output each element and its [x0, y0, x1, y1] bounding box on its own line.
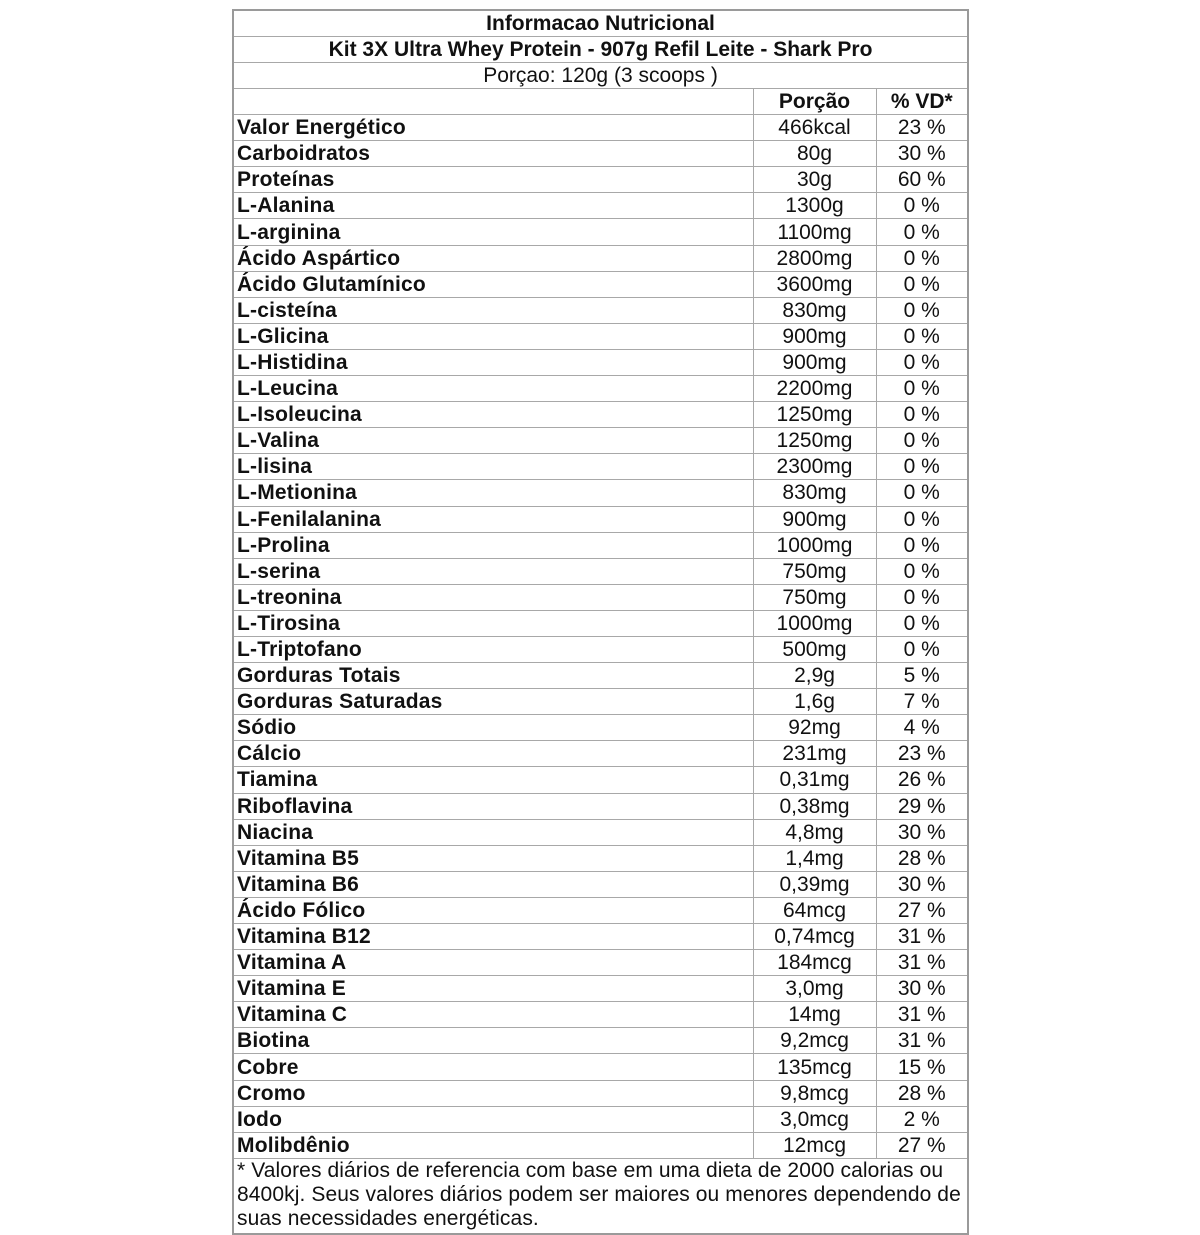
column-header-row	[233, 89, 968, 115]
portion-value: 14mg	[753, 1002, 876, 1028]
title-row	[233, 10, 968, 37]
nutrition-facts-table	[232, 9, 969, 1235]
nutrient-name: L-Histidina	[233, 349, 753, 375]
table-row	[233, 793, 968, 819]
table-row	[233, 141, 968, 167]
dv-value: 0 %	[876, 636, 968, 662]
nutrient-name: L-Triptofano	[233, 636, 753, 662]
table-row	[233, 480, 968, 506]
table-row	[233, 689, 968, 715]
table-row	[233, 1002, 968, 1028]
dv-value: 7 %	[876, 689, 968, 715]
portion-value: 1000mg	[753, 610, 876, 636]
nutrient-name: Niacina	[233, 819, 753, 845]
dv-value: 2 %	[876, 1106, 968, 1132]
portion-value: 64mcg	[753, 897, 876, 923]
portion-value: 0,31mg	[753, 767, 876, 793]
nutrient-name: Riboflavina	[233, 793, 753, 819]
dv-value: 31 %	[876, 950, 968, 976]
table-row	[233, 871, 968, 897]
dv-value: 31 %	[876, 924, 968, 950]
nutrient-name: Carboidratos	[233, 141, 753, 167]
table-row	[233, 532, 968, 558]
dv-value: 0 %	[876, 376, 968, 402]
table-row	[233, 297, 968, 323]
table-row	[233, 219, 968, 245]
nutrient-name: Cromo	[233, 1080, 753, 1106]
serving-row	[233, 63, 968, 89]
product-row	[233, 37, 968, 63]
dv-value: 4 %	[876, 715, 968, 741]
portion-value: 0,38mg	[753, 793, 876, 819]
portion-value: 2800mg	[753, 245, 876, 271]
nutrient-name: Gorduras Saturadas	[233, 689, 753, 715]
table-row	[233, 897, 968, 923]
dv-value: 0 %	[876, 193, 968, 219]
product-name: Kit 3X Ultra Whey Protein - 907g Refil Leite - Shark Pro	[233, 37, 968, 63]
dv-value: 30 %	[876, 871, 968, 897]
portion-value: 900mg	[753, 349, 876, 375]
portion-value: 1250mg	[753, 428, 876, 454]
table-row	[233, 454, 968, 480]
nutrient-name: L-lisina	[233, 454, 753, 480]
portion-value: 900mg	[753, 323, 876, 349]
table-row	[233, 1054, 968, 1080]
dv-value: 0 %	[876, 245, 968, 271]
table-row	[233, 323, 968, 349]
nutrient-name: Proteínas	[233, 167, 753, 193]
table-row	[233, 245, 968, 271]
nutrient-name: Ácido Fólico	[233, 897, 753, 923]
nutrient-name: Ácido Aspártico	[233, 245, 753, 271]
nutrient-name: L-Alanina	[233, 193, 753, 219]
portion-value: 1250mg	[753, 402, 876, 428]
portion-value: 830mg	[753, 297, 876, 323]
table-row	[233, 271, 968, 297]
table-row	[233, 193, 968, 219]
table-row	[233, 1080, 968, 1106]
nutrient-name: L-serina	[233, 558, 753, 584]
dv-value: 26 %	[876, 767, 968, 793]
dv-value: 0 %	[876, 454, 968, 480]
nutrient-name: L-Glicina	[233, 323, 753, 349]
nutrient-column-header	[233, 89, 753, 115]
portion-value: 1,4mg	[753, 845, 876, 871]
dv-value: 29 %	[876, 793, 968, 819]
portion-value: 12mcg	[753, 1132, 876, 1158]
table-row	[233, 924, 968, 950]
table-row	[233, 819, 968, 845]
table-row	[233, 715, 968, 741]
portion-value: 231mg	[753, 741, 876, 767]
portion-value: 9,2mcg	[753, 1028, 876, 1054]
portion-value: 1300g	[753, 193, 876, 219]
nutrient-name: L-cisteína	[233, 297, 753, 323]
portion-value: 3,0mg	[753, 976, 876, 1002]
dv-value: 15 %	[876, 1054, 968, 1080]
dv-value: 30 %	[876, 976, 968, 1002]
nutrient-name: L-Isoleucina	[233, 402, 753, 428]
dv-value: 28 %	[876, 845, 968, 871]
nutrient-name: Cobre	[233, 1054, 753, 1080]
portion-value: 466kcal	[753, 115, 876, 141]
nutrient-name: Molibdênio	[233, 1132, 753, 1158]
table-row	[233, 1028, 968, 1054]
portion-value: 3600mg	[753, 271, 876, 297]
table-row	[233, 636, 968, 662]
nutrient-name: L-Metionina	[233, 480, 753, 506]
table-row	[233, 610, 968, 636]
portion-value: 184mcg	[753, 950, 876, 976]
nutrition-table-body	[233, 10, 968, 1234]
table-row	[233, 1106, 968, 1132]
footnote-text: * Valores diários de referencia com base em uma dieta de 2000 calorias ou 8400kj. Seus valores diários podem ser maiores ou menores dependendo de suas necessidades energéticas.	[233, 1158, 968, 1234]
table-row	[233, 558, 968, 584]
nutrient-name: L-Leucina	[233, 376, 753, 402]
nutrient-name: Biotina	[233, 1028, 753, 1054]
nutrient-name: Iodo	[233, 1106, 753, 1132]
portion-value: 2,9g	[753, 663, 876, 689]
nutrient-name: Sódio	[233, 715, 753, 741]
nutrient-name: Cálcio	[233, 741, 753, 767]
dv-value: 0 %	[876, 271, 968, 297]
nutrient-name: Vitamina C	[233, 1002, 753, 1028]
dv-value: 0 %	[876, 323, 968, 349]
table-row	[233, 584, 968, 610]
dv-value: 0 %	[876, 558, 968, 584]
portion-value: 750mg	[753, 584, 876, 610]
nutrient-name: Gorduras Totais	[233, 663, 753, 689]
portion-value: 2200mg	[753, 376, 876, 402]
table-row	[233, 663, 968, 689]
label-title: Informacao Nutricional	[233, 10, 968, 37]
dv-value: 30 %	[876, 819, 968, 845]
portion-value: 900mg	[753, 506, 876, 532]
portion-value: 4,8mg	[753, 819, 876, 845]
table-row	[233, 506, 968, 532]
table-row	[233, 1132, 968, 1158]
portion-value: 1,6g	[753, 689, 876, 715]
dv-value: 31 %	[876, 1028, 968, 1054]
table-row	[233, 741, 968, 767]
nutrient-name: L-Valina	[233, 428, 753, 454]
nutrient-name: Vitamina B5	[233, 845, 753, 871]
portion-value: 0,39mg	[753, 871, 876, 897]
dv-value: 31 %	[876, 1002, 968, 1028]
portion-value: 92mg	[753, 715, 876, 741]
dv-value: 5 %	[876, 663, 968, 689]
dv-value: 0 %	[876, 532, 968, 558]
nutrient-name: Vitamina E	[233, 976, 753, 1002]
nutrient-name: Valor Energético	[233, 115, 753, 141]
portion-value: 80g	[753, 141, 876, 167]
nutrient-name: L-Fenilalanina	[233, 506, 753, 532]
dv-value: 23 %	[876, 741, 968, 767]
portion-value: 500mg	[753, 636, 876, 662]
portion-value: 1000mg	[753, 532, 876, 558]
portion-value: 135mcg	[753, 1054, 876, 1080]
dv-value: 0 %	[876, 297, 968, 323]
table-row	[233, 376, 968, 402]
dv-value: 0 %	[876, 349, 968, 375]
portion-value: 3,0mcg	[753, 1106, 876, 1132]
serving-size: Porçao: 120g (3 scoops )	[233, 63, 968, 89]
table-row	[233, 402, 968, 428]
table-row	[233, 976, 968, 1002]
table-row	[233, 349, 968, 375]
dv-value: 0 %	[876, 402, 968, 428]
nutrient-name: Vitamina B6	[233, 871, 753, 897]
table-row	[233, 950, 968, 976]
dv-value: 27 %	[876, 897, 968, 923]
portion-value: 2300mg	[753, 454, 876, 480]
table-row	[233, 167, 968, 193]
dv-value: 0 %	[876, 428, 968, 454]
portion-value: 9,8mcg	[753, 1080, 876, 1106]
dv-value: 0 %	[876, 480, 968, 506]
footnote-row	[233, 1158, 968, 1234]
dv-value: 27 %	[876, 1132, 968, 1158]
table-row	[233, 767, 968, 793]
dv-value: 23 %	[876, 115, 968, 141]
portion-value: 1100mg	[753, 219, 876, 245]
table-row	[233, 428, 968, 454]
nutrient-name: Ácido Glutamínico	[233, 271, 753, 297]
nutrient-name: L-Prolina	[233, 532, 753, 558]
dv-value: 0 %	[876, 584, 968, 610]
dv-value: 28 %	[876, 1080, 968, 1106]
portion-value: 750mg	[753, 558, 876, 584]
dv-value: 0 %	[876, 506, 968, 532]
nutrient-name: L-treonina	[233, 584, 753, 610]
table-row	[233, 845, 968, 871]
portion-column-header: Porção	[753, 89, 876, 115]
dv-value: 30 %	[876, 141, 968, 167]
dv-column-header: % VD*	[876, 89, 968, 115]
table-row	[233, 115, 968, 141]
nutrient-name: Vitamina B12	[233, 924, 753, 950]
nutrient-name: L-Tirosina	[233, 610, 753, 636]
portion-value: 30g	[753, 167, 876, 193]
dv-value: 0 %	[876, 610, 968, 636]
portion-value: 0,74mcg	[753, 924, 876, 950]
nutrient-name: Tiamina	[233, 767, 753, 793]
nutrient-name: Vitamina A	[233, 950, 753, 976]
dv-value: 60 %	[876, 167, 968, 193]
dv-value: 0 %	[876, 219, 968, 245]
portion-value: 830mg	[753, 480, 876, 506]
nutrient-name: L-arginina	[233, 219, 753, 245]
